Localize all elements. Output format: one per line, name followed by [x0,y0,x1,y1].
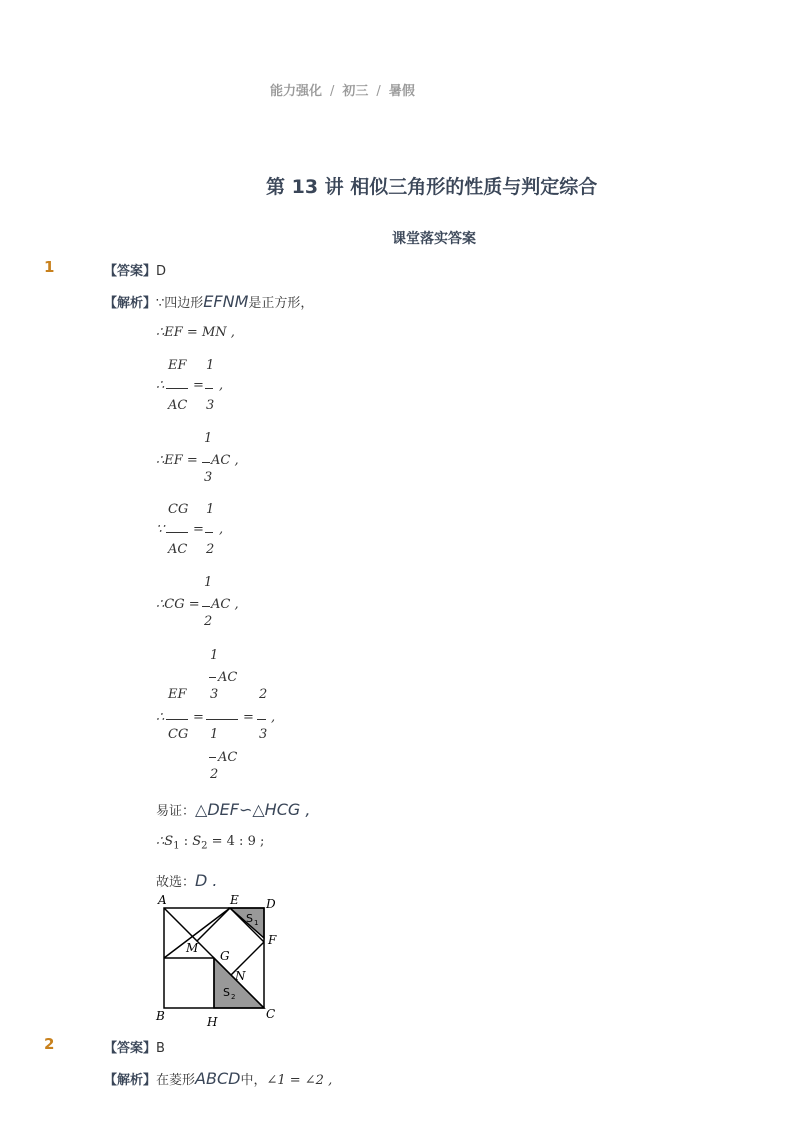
fraction-bar [209,757,216,758]
segment-em [197,908,230,941]
math-text: ∴EF = [156,453,198,468]
equals-sign: = [193,378,204,393]
proof-line [156,800,310,819]
fraction-bar [166,388,188,389]
math-text: AC [218,750,238,765]
proof-expression: △DEF∽△HCG , [195,800,311,819]
fraction-bar [166,719,188,720]
frac-den: 3 [210,687,219,702]
fraction-bar [205,532,213,533]
choose-line [156,871,218,890]
analysis-line [104,292,313,311]
math-text: ∴CG = [156,597,200,612]
frac-num: EF [168,687,187,702]
answer-value: D [156,264,167,279]
area-s1: S [164,834,174,849]
geometry-figure [150,890,290,1032]
label-s2-sub: 2 [231,993,236,1001]
equals-sign: = [193,710,204,725]
answer-line [104,260,166,279]
frac-den: 3 [259,727,268,742]
analysis-var: EFNM [203,292,249,311]
analysis-text: 是正方形， [248,296,314,311]
frac-den: 3 [206,398,215,413]
section-subtitle: 课堂落实答案 [392,231,476,247]
equals-sign: = [193,522,204,537]
math-line: ∴EF = MN , [156,325,235,340]
analysis-text: ∵四边形 [156,296,204,311]
analysis-text: 中， [240,1073,267,1088]
comma: , [271,710,276,725]
therefore-sign: ∴ [156,710,165,725]
area-ratio [156,834,264,852]
question-number: 1 [44,258,55,276]
breadcrumb-separator: / [376,84,381,99]
math-text: AC , [211,453,239,468]
frac-num: 1 [206,358,215,373]
label-m: M [186,941,199,955]
because-sign: ∵ [156,522,165,537]
label-g: G [220,949,230,963]
frac-num: 2 [259,687,268,702]
answer-label: 【答案】 [104,264,157,279]
frac-den: CG [168,727,189,742]
fraction-bar [206,719,238,720]
frac-num: 1 [210,648,219,663]
therefore-sign: ∴ [156,834,165,849]
comma: , [219,378,224,393]
fraction-bar [209,677,216,678]
proof-label: 易证： [156,804,196,819]
frac-den: 2 [206,542,215,557]
label-d: D [266,897,276,911]
math-text: AC [218,670,238,685]
comma: , [219,522,224,537]
area-colon: : [179,834,193,849]
breadcrumb-item: 初三 [342,84,369,99]
answer-line [104,1037,165,1056]
answer-label: 【答案】 [104,1041,157,1056]
answer-value: B [156,1041,165,1056]
frac-den: 2 [210,767,219,782]
analysis-text: 在菱形 [156,1073,196,1088]
frac-num: EF [168,358,187,373]
label-e: E [230,893,239,907]
analysis-math: ∠1 = ∠2 , [266,1073,333,1088]
label-s2: S [223,986,230,999]
question-number: 2 [44,1035,55,1053]
breadcrumb [270,80,415,99]
frac-num: 1 [206,502,215,517]
fraction-bar [257,719,266,720]
frac-num: 1 [204,431,213,446]
choose-value: D . [195,871,218,890]
label-b: B [156,1009,165,1023]
analysis-line [104,1069,332,1088]
area-sub1: 1 [173,840,180,852]
breadcrumb-item: 能力强化 [270,84,323,99]
choose-label: 故选： [156,875,196,890]
equals-sign: = [243,710,254,725]
breadcrumb-item: 暑假 [388,84,415,99]
breadcrumb-separator: / [330,84,335,99]
label-a: A [158,893,167,907]
frac-num: 1 [204,575,213,590]
area-value: = 4 : 9 ; [207,834,265,849]
label-s1: S [246,912,253,925]
fraction-bar [205,388,213,389]
frac-den: AC [168,542,188,557]
label-h: H [207,1015,218,1029]
analysis-label: 【解析】 [104,1073,157,1088]
frac-den: 3 [204,470,213,485]
page-title: 第 13 讲 相似三角形的性质与判定综合 [266,176,598,198]
frac-den: AC [168,398,188,413]
frac-num: 1 [210,727,219,742]
label-f: F [268,933,277,947]
math-text: AC , [211,597,239,612]
area-sub2: 2 [201,840,208,852]
area-s2: S [192,834,202,849]
frac-den: 2 [204,614,213,629]
frac-num: CG [168,502,189,517]
analysis-label: 【解析】 [104,296,157,311]
label-s1-sub: 1 [254,919,259,927]
therefore-sign: ∴ [156,378,165,393]
label-n: N [235,969,246,983]
label-c: C [266,1007,276,1021]
analysis-var: ABCD [195,1069,241,1088]
fraction-bar [202,606,210,607]
fraction-bar [166,532,188,533]
fraction-bar [202,462,210,463]
